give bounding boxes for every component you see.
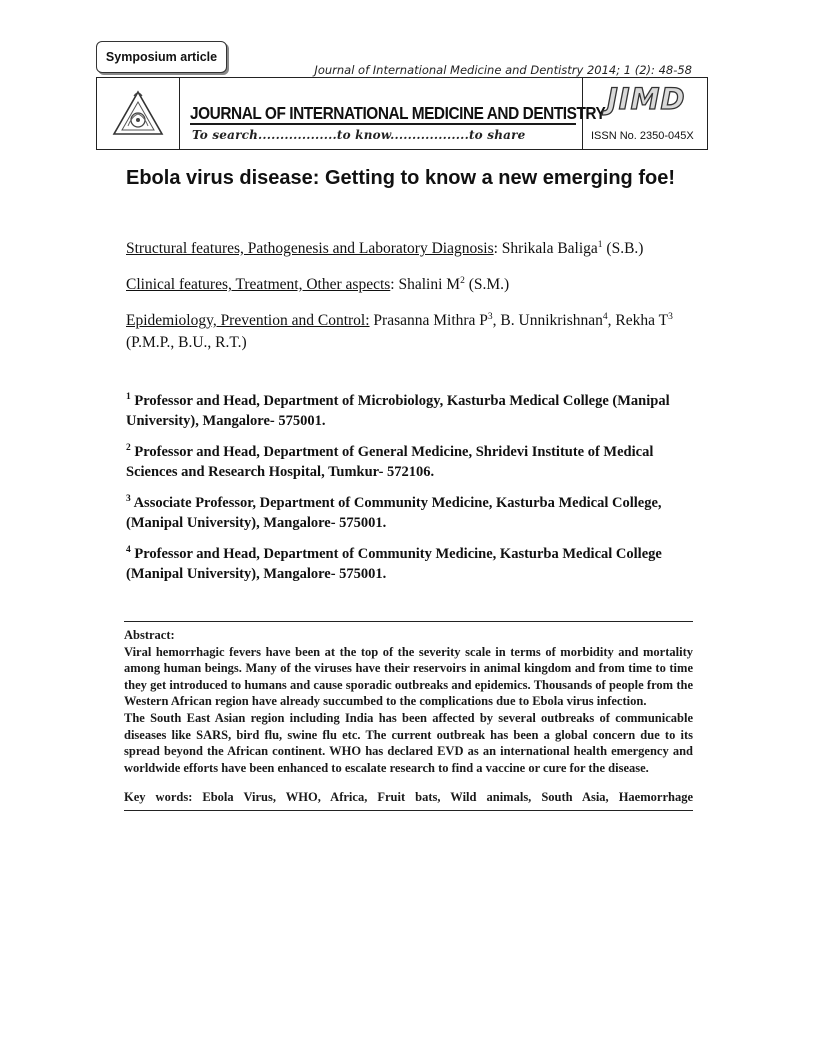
author-initials: (S.M.) [464, 276, 510, 293]
affiliation-text: Professor and Head, Department of General Medicine, Shridevi Institute of Medical Sciences and Research Hospital, Tumkur- 572106. [126, 444, 654, 480]
abstract-section [124, 621, 693, 811]
affiliation-item [126, 544, 696, 584]
affiliation-item [126, 391, 696, 431]
affiliation-number: 2 [126, 443, 131, 454]
issn-number: ISSN No. 2350-045X [591, 130, 694, 142]
affiliation-number: 1 [126, 392, 131, 403]
author-role: Clinical features, Treatment, Other aspects [126, 276, 391, 293]
author-line [126, 310, 696, 354]
affiliation-item [126, 493, 696, 533]
author-line [126, 274, 696, 296]
author-role: Structural features, Pathogenesis and Laboratory Diagnosis [126, 240, 494, 257]
author-names: Shrikala Baliga [501, 240, 598, 257]
affiliation-text: Professor and Head, Department of Microbiology, Kasturba Medical College (Manipal University), Mangalore- 575001. [126, 393, 670, 429]
author-names: , Rekha T [607, 312, 669, 329]
journal-tagline: To search..................to know..................to share [192, 128, 526, 142]
author-superscript: 3 [668, 311, 673, 322]
affiliation-number: 3 [126, 494, 131, 505]
author-list [126, 238, 696, 368]
affiliation-text: Associate Professor, Department of Community Medicine, Kasturba Medical College, (Manipal University), Mangalore- 575001. [126, 495, 662, 531]
affiliation-number: 4 [126, 545, 131, 556]
author-role: Epidemiology, Prevention and Control: [126, 312, 370, 329]
author-superscript: 2 [460, 275, 465, 286]
keywords: Key words: Ebola Virus, WHO, Africa, Fruit bats, Wild animals, South Asia, Haemorrhage [124, 790, 693, 811]
emblem-icon [110, 88, 166, 140]
author-line [126, 238, 696, 260]
jimd-logo: JIMD [607, 82, 686, 116]
article-title: Ebola virus disease: Getting to know a new emerging foe! [126, 167, 675, 189]
author-superscript: 3 [487, 311, 493, 322]
masthead-logo-cell [583, 78, 707, 149]
journal-masthead [96, 77, 708, 150]
author-names: Prasanna Mithra P [373, 312, 488, 329]
author-initials: (P.M.P., B.U., R.T.) [126, 334, 247, 351]
abstract-paragraph: The South East Asian region including India has been affected by several outbreaks of communicable diseases like SARS, bird flu, swine flu etc. The current outbreak has been a global concern due to its spread beyond the African continent. WHO has declared EVD as an international health emergency and worldwide efforts have been enhanced to escalate research to find a vaccine or cure for the disease. [124, 710, 693, 775]
author-superscript: 1 [597, 239, 603, 250]
article-type-badge: Symposium article [96, 41, 227, 73]
author-separator: : [493, 240, 502, 257]
journal-citation: Journal of International Medicine and Dentistry 2014; 1 (2): 48-58 [314, 63, 692, 77]
journal-emblem [97, 78, 180, 149]
affiliation-text: Professor and Head, Department of Community Medicine, Kasturba Medical College (Manipal University), Mangalore- 575001. [126, 546, 662, 582]
author-superscript: 4 [602, 311, 608, 322]
affiliation-item [126, 442, 696, 482]
abstract-heading: Abstract: [124, 628, 175, 642]
author-names: , B. Unnikrishnan [492, 312, 603, 329]
affiliation-list [126, 391, 696, 595]
author-separator: : [390, 276, 399, 293]
journal-name: JOURNAL OF INTERNATIONAL MEDICINE AND DENTISTRY [190, 103, 606, 123]
abstract-paragraph: Viral hemorrhagic fevers have been at the top of the severity scale in terms of morbidity and mortality among human beings. Many of the viruses have their reservoirs in animal kingdom and from time to time they get introduced to humans and cause sporadic outbreaks and epidemics. Thousands of people from the Western African region have already succumbed to the complications due to Ebola virus infection. [124, 644, 693, 709]
author-names: Shalini M [398, 276, 461, 293]
masthead-title-cell [180, 78, 606, 149]
tagline-divider [190, 123, 576, 125]
author-initials: (S.B.) [602, 240, 644, 257]
abstract-body [124, 627, 693, 776]
